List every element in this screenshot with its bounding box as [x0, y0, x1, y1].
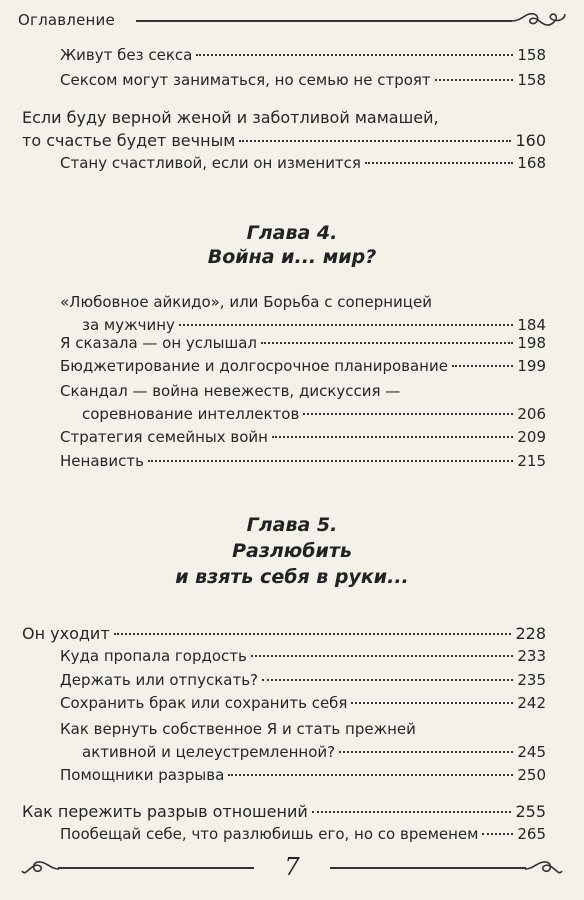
footer-rule-right: [330, 867, 526, 869]
toc-entry-main: Он уходит 228: [22, 624, 546, 643]
toc-entry: Пообещай себе, что разлюбишь его, но со временем 265: [60, 825, 546, 843]
toc-entry: Куда пропала гордость 233: [60, 647, 546, 665]
chapter-5-title: Глава 5. Разлюбить и взять себя в руки...: [175, 514, 409, 588]
toc-entry: Как вернуть собственное Я и стать прежней активной и целеустремленной? 245: [60, 720, 546, 761]
toc-entry: Держать или отпускать? 235: [60, 671, 546, 689]
toc-entry: Скандал — война невежеств, дискуссия — соревнование интеллектов 206: [60, 382, 546, 423]
toc-entry: Стану счастливой, если он изменится 168: [60, 154, 546, 172]
flourish-ornament-icon: [510, 8, 566, 34]
toc-entry: «Любовное айкидо», или Борьба с соперницей за мужчину 184: [60, 293, 546, 334]
page-footer: [20, 852, 564, 884]
toc-entry-main: Если буду верной женой и заботливой мамашей, то счастье будет вечным 160: [22, 108, 546, 150]
toc-entry: Помощники разрыва 250: [60, 766, 546, 784]
toc-entry: Сексом могут заниматься, но семью не строят 158: [60, 71, 546, 89]
toc-entry: Бюджетирование и долгосрочное планирование 199: [60, 357, 546, 375]
running-header: [18, 8, 566, 32]
toc-entry: Ненависть 215: [60, 452, 546, 470]
toc-entry: Стратегия семейных войн 209: [60, 428, 546, 446]
chapter-4-title: Глава 4. Война и... мир?: [207, 222, 377, 268]
running-header-title: Оглавление: [18, 11, 115, 29]
toc-entry-main: Как пережить разрыв отношений 255: [22, 802, 546, 821]
header-rule: [136, 20, 512, 22]
toc-entry: Я сказала — он услышал 198: [60, 334, 546, 352]
right-flourish-icon: [524, 854, 564, 882]
page-number: 7: [284, 853, 300, 881]
toc-entry: Живут без секса 158: [60, 46, 546, 64]
toc-entry: Сохранить брак или сохранить себя 242: [60, 694, 546, 712]
